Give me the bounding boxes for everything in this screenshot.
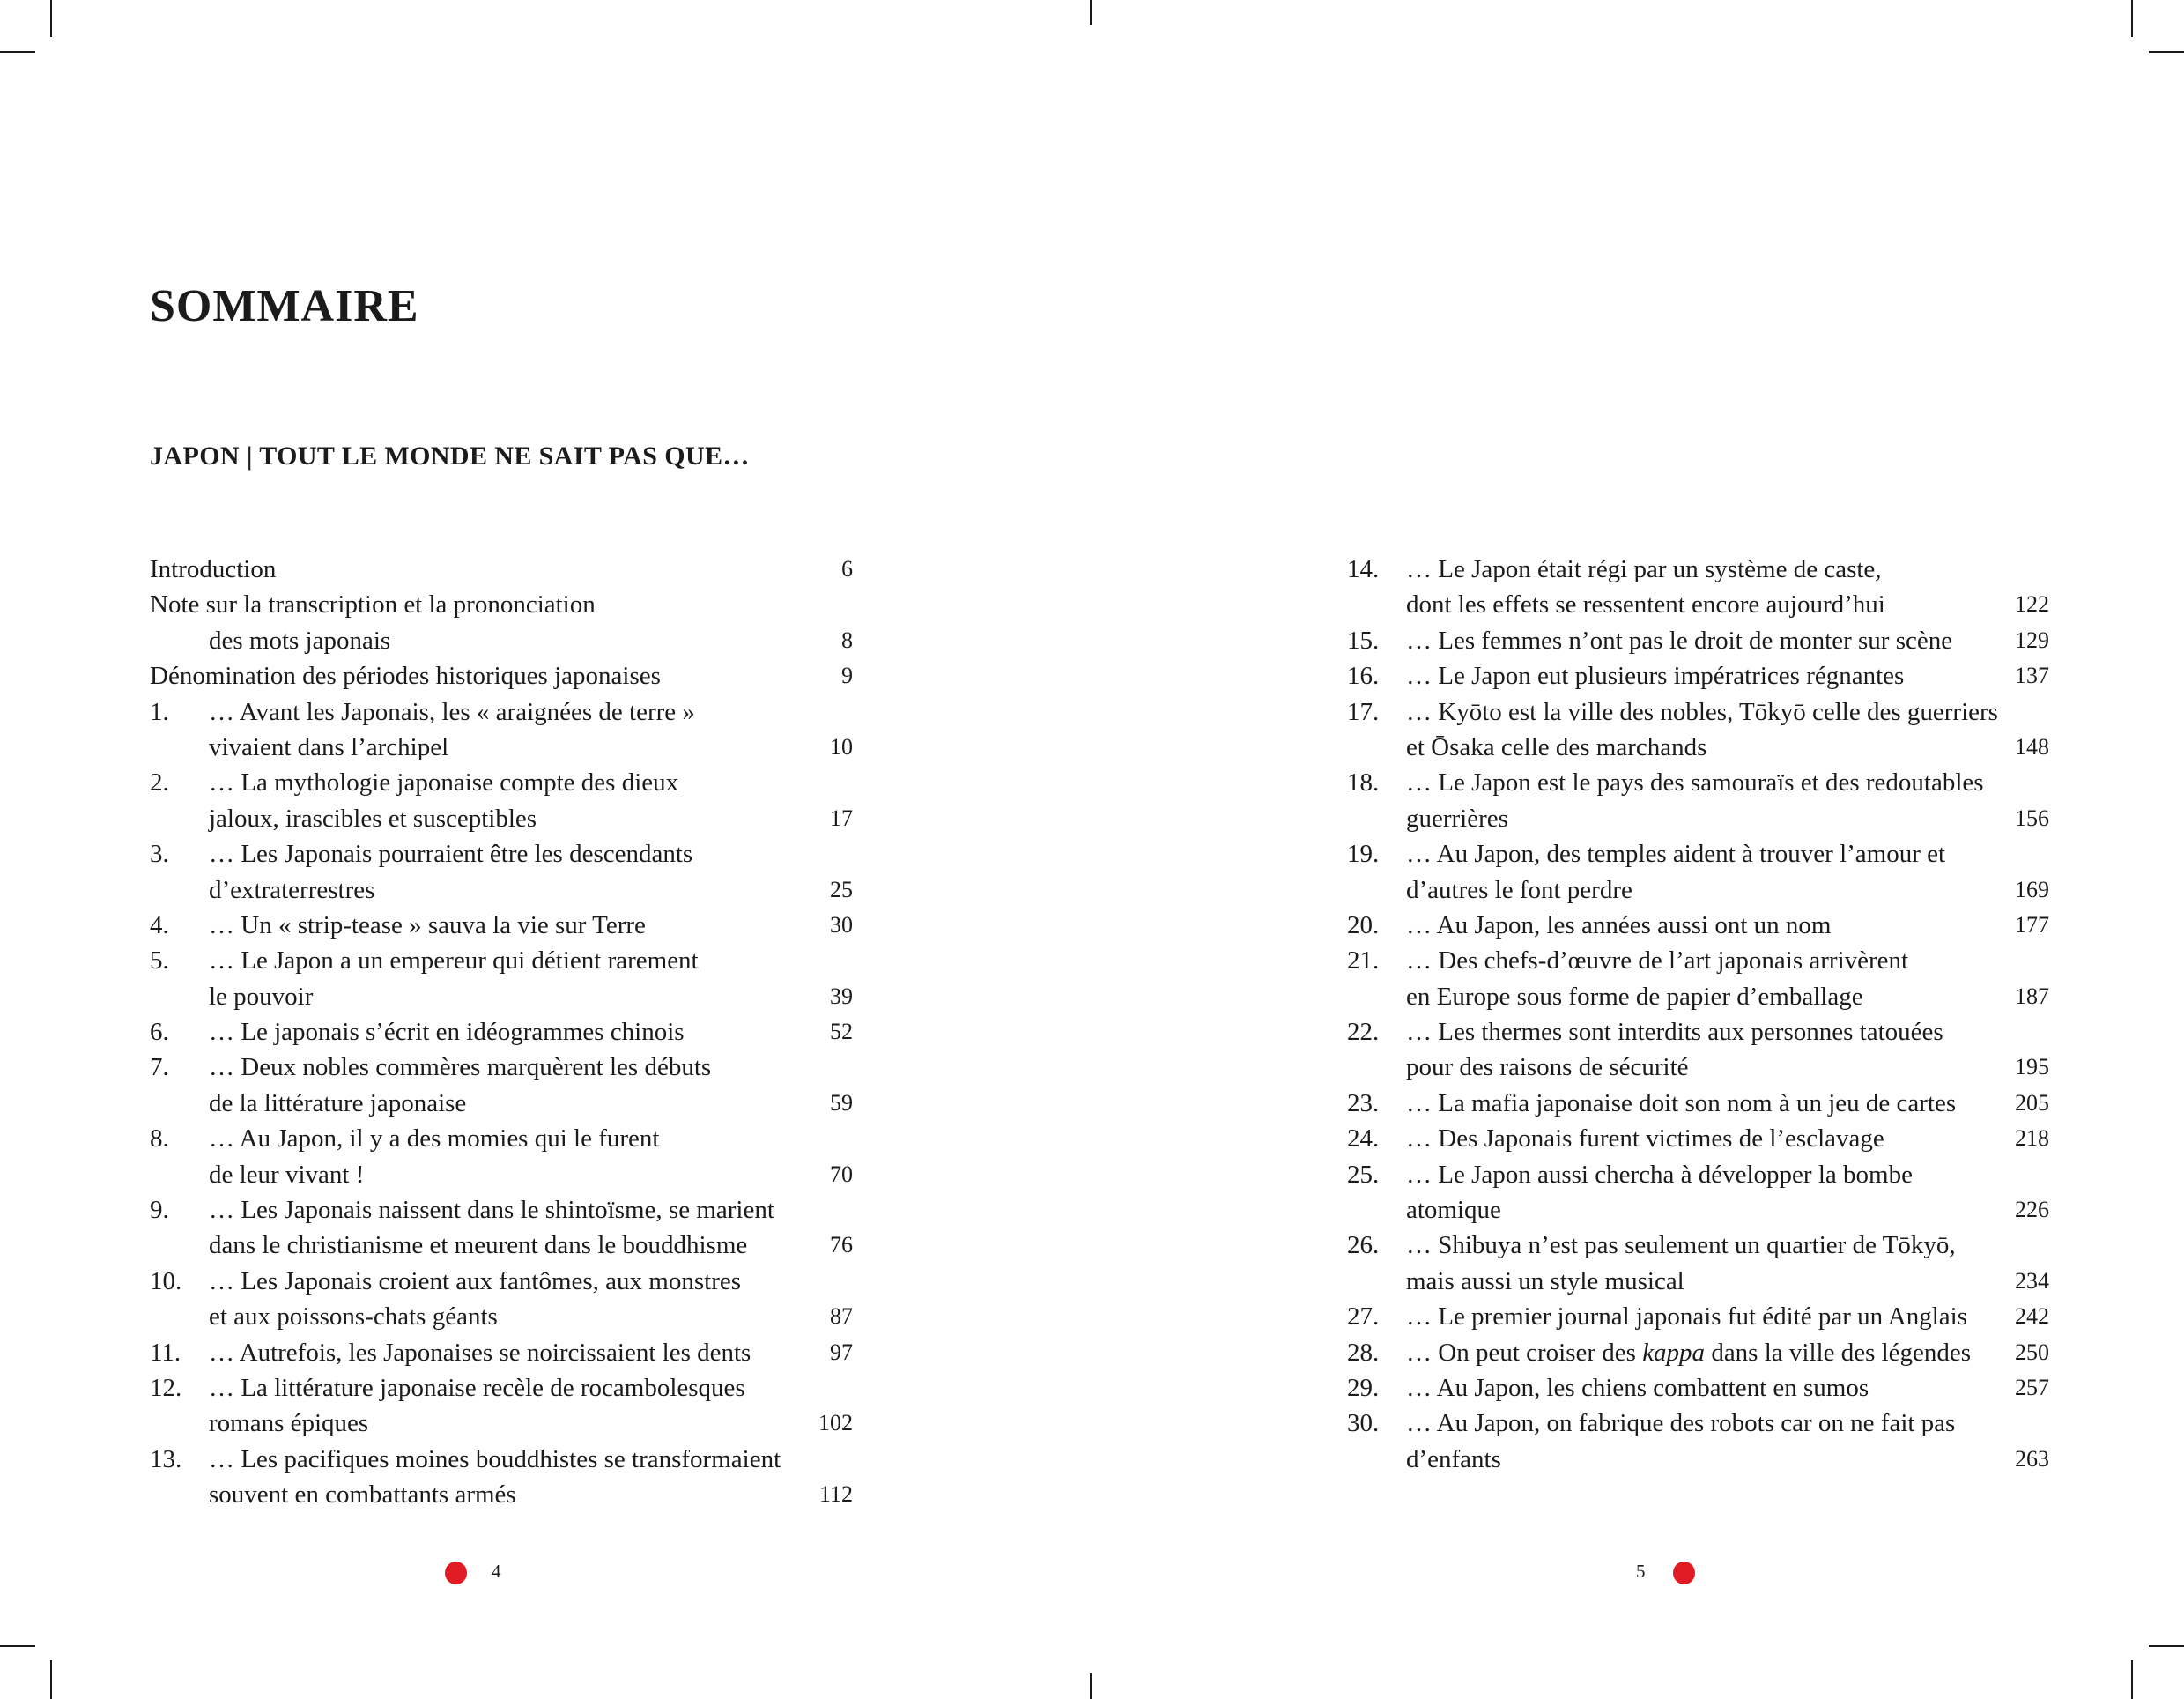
toc-entry-number: 30.: [1347, 1409, 1380, 1438]
page-title: SOMMAIRE: [150, 281, 419, 331]
toc-entry-text: … Au Japon, des temples aident à trouver l’amour et: [1406, 840, 1946, 869]
toc-entry-indent: [1347, 801, 1406, 836]
toc-entry-number: 29.: [1347, 1373, 1380, 1402]
folio-left: 4: [492, 1561, 501, 1582]
toc-entry-line: [150, 1335, 853, 1370]
toc-entry-line: [1347, 1121, 2049, 1156]
toc-entry-indent: [150, 801, 209, 836]
toc-entry-line: [1347, 730, 2049, 765]
toc-entry-indent: [150, 623, 209, 658]
toc-entry-text: … Avant les Japonais, les « araignées de terre »: [209, 697, 695, 726]
toc-entry-indent: [150, 1477, 209, 1512]
toc-entry-indent: [150, 730, 209, 765]
toc-entry-indent: [1347, 979, 1406, 1014]
toc-entry-text: Dénomination des périodes historiques japonaises: [150, 662, 661, 691]
toc-entry-page: 97: [830, 1339, 853, 1365]
toc-entry-page: 137: [2015, 663, 2049, 689]
toc-entry-indent: [1347, 1192, 1406, 1228]
toc-entry-line: [150, 1157, 853, 1192]
toc-entry-text: et Ōsaka celle des marchands: [1406, 732, 1707, 761]
toc-entry-number: 17.: [1347, 697, 1380, 726]
section-heading: JAPON | TOUT LE MONDE NE SAIT PAS QUE…: [150, 441, 750, 471]
crop-mark-bottom-left-horizontal: [0, 1645, 35, 1647]
toc-entry-text: souvent en combattants armés: [209, 1480, 516, 1510]
toc-entry-line: [150, 908, 853, 943]
toc-entry-number: 5.: [150, 946, 169, 976]
toc-entry-text: d’autres le font perdre: [1406, 875, 1632, 904]
toc-entry-line: [150, 1406, 853, 1441]
toc-entry-indent: [1347, 1050, 1406, 1085]
toc-entry-text: jaloux, irascibles et susceptibles: [209, 804, 537, 833]
toc-entry-line: [150, 1477, 853, 1512]
toc-entry-line: [1347, 765, 2049, 800]
toc-entry-text: … Autrefois, les Japonaises se noircissaient les dents: [209, 1338, 751, 1367]
toc-entry-text: de la littérature japonaise: [209, 1088, 467, 1117]
toc-entry-text: dans le christianisme et meurent dans le bouddhisme: [209, 1231, 748, 1260]
toc-entry-page: 10: [830, 733, 853, 760]
toc-entry-page: 25: [830, 876, 853, 902]
toc-entry-line: [1347, 1406, 2049, 1441]
toc-entry-text: de leur vivant !: [209, 1160, 365, 1189]
toc-entry-line: [150, 552, 853, 587]
toc-entry-page: 122: [2015, 591, 2049, 618]
toc-entry-text: Note sur la transcription et la prononciation: [150, 590, 596, 620]
toc-entry-text: pour des raisons de sécurité: [1406, 1053, 1689, 1082]
toc-entry-number: 8.: [150, 1124, 169, 1154]
toc-entry-text: … Kyōto est la ville des nobles, Tōkyō celle des guerriers: [1406, 697, 1998, 726]
toc-entry-indent: [150, 1299, 209, 1334]
toc-entry-indent: [150, 872, 209, 908]
toc-entry-line: [150, 1264, 853, 1299]
toc-entry-line: [150, 1228, 853, 1263]
toc-entry-number: 16.: [1347, 662, 1380, 691]
toc-entry-line: [1347, 1014, 2049, 1050]
toc-entry-page: 169: [2015, 876, 2049, 902]
toc-entry-text: en Europe sous forme de papier d’emballage: [1406, 982, 1863, 1011]
toc-entry-line: [150, 836, 853, 872]
toc-entry-line: [150, 1050, 853, 1085]
toc-entry-text: d’extraterrestres: [209, 875, 375, 904]
toc-entry-line: [150, 1121, 853, 1156]
toc-entry-text: … Les thermes sont interdits aux personnes tatouées: [1406, 1018, 1943, 1047]
toc-entry-page: 17: [830, 805, 853, 831]
toc-entry-number: 24.: [1347, 1124, 1380, 1154]
toc-entry-line: [150, 765, 853, 800]
toc-entry-page: 70: [830, 1161, 853, 1187]
toc-entry-page: 76: [830, 1232, 853, 1258]
crop-mark-top-left-vertical: [50, 0, 52, 37]
toc-entry-indent: [150, 1157, 209, 1192]
toc-entry-page: 242: [2015, 1303, 2049, 1330]
toc-entry-page: 187: [2015, 983, 2049, 1009]
toc-entry-number: 25.: [1347, 1160, 1380, 1189]
crop-mark-bottom-center-fold: [1090, 1673, 1092, 1699]
toc-entry-line: [1347, 552, 2049, 587]
toc-entry-page: 257: [2015, 1374, 2049, 1400]
toc-entry-line: [1347, 1264, 2049, 1299]
toc-entry-page: 156: [2015, 805, 2049, 831]
toc-entry-line: [1347, 1157, 2049, 1192]
toc-entry-line: [150, 1014, 853, 1050]
red-dot-icon: [1673, 1562, 1695, 1584]
toc-entry-page: 102: [818, 1410, 853, 1436]
red-dot-icon: [445, 1562, 467, 1584]
toc-entry-indent: [1347, 1442, 1406, 1477]
toc-entry-line: [150, 872, 853, 908]
toc-entry-page: 87: [830, 1303, 853, 1330]
toc-entry-text: … Le premier journal japonais fut édité par un Anglais: [1406, 1302, 1968, 1332]
toc-entry-indent: [150, 979, 209, 1014]
crop-mark-top-center-fold: [1090, 0, 1092, 25]
toc-entry-line: [150, 1086, 853, 1121]
toc-entry-number: 9.: [150, 1196, 169, 1225]
toc-entry-text: … Shibuya n’est pas seulement un quartier de Tōkyō,: [1406, 1231, 1956, 1260]
toc-entry-indent: [1347, 1264, 1406, 1299]
toc-entry-indent: [1347, 587, 1406, 622]
toc-entry-line: [1347, 979, 2049, 1014]
toc-entry-line: [1347, 1442, 2049, 1477]
toc-entry-number: 2.: [150, 768, 169, 798]
toc-entry-page: 30: [830, 911, 853, 938]
toc-entry-text: … La littérature japonaise recèle de rocambolesques: [209, 1373, 745, 1402]
toc-entry-number: 1.: [150, 697, 169, 726]
toc-entry-text: … Des chefs-d’œuvre de l’art japonais arrivèrent: [1406, 946, 1909, 976]
toc-entry-line: [1347, 1370, 2049, 1406]
toc-entry-text: … Au Japon, les années aussi ont un nom: [1406, 910, 1832, 939]
toc-entry-line: [150, 623, 853, 658]
toc-entry-line: [150, 943, 853, 978]
folio-right: 5: [1636, 1561, 1646, 1582]
toc-entry-page: 9: [841, 663, 853, 689]
toc-entry-page: 177: [2015, 911, 2049, 938]
toc-entry-page: 195: [2015, 1054, 2049, 1080]
toc-entry-line: [150, 1299, 853, 1334]
toc-entry-number: 18.: [1347, 768, 1380, 798]
toc-entry-line: [150, 801, 853, 836]
toc-entry-text: … Des Japonais furent victimes de l’esclavage: [1406, 1124, 1884, 1154]
toc-list-right: [1347, 552, 2049, 1477]
toc-entry-text: … Les femmes n’ont pas le droit de monter sur scène: [1406, 626, 1953, 655]
toc-entry-line: [150, 979, 853, 1014]
toc-entry-text: atomique: [1406, 1196, 1501, 1225]
toc-entry-text: d’enfants: [1406, 1444, 1501, 1473]
toc-entry-line: [1347, 623, 2049, 658]
toc-entry-line: [150, 587, 853, 622]
toc-entry-page: 8: [841, 627, 853, 653]
toc-entry-page: 148: [2015, 733, 2049, 760]
toc-entry-number: 28.: [1347, 1338, 1380, 1367]
toc-entry-line: [150, 694, 853, 730]
toc-entry-number: 23.: [1347, 1088, 1380, 1117]
toc-entry-number: 27.: [1347, 1302, 1380, 1332]
toc-entry-number: 11.: [150, 1338, 181, 1367]
toc-entry-text: … Les pacifiques moines bouddhistes se transformaient: [209, 1444, 781, 1473]
toc-entry-text: Introduction: [150, 555, 277, 583]
toc-entry-line: [1347, 872, 2049, 908]
toc-entry-line: [1347, 908, 2049, 943]
toc-entry-line: [1347, 1192, 2049, 1228]
toc-entry-page: 112: [818, 1481, 853, 1508]
toc-entry-text: mais aussi un style musical: [1406, 1266, 1684, 1295]
toc-entry-text: le pouvoir: [209, 982, 314, 1011]
toc-entry-text: vivaient dans l’archipel: [209, 732, 449, 761]
toc-entry-indent: [150, 1406, 209, 1441]
toc-entry-text: … Le Japon a un empereur qui détient rarement: [209, 946, 699, 976]
toc-entry-number: 12.: [150, 1373, 182, 1402]
toc-entry-page: 250: [2015, 1339, 2049, 1365]
toc-entry-text: … On peut croiser des kappa dans la ville des légendes: [1406, 1338, 1972, 1367]
toc-entry-line: [150, 658, 853, 694]
toc-entry-text: et aux poissons-chats géants: [209, 1302, 498, 1332]
toc-entry-indent: [1347, 730, 1406, 765]
toc-entry-text: … Les Japonais naissent dans le shintoïsme, se marient: [209, 1196, 774, 1225]
crop-mark-top-left-horizontal: [0, 51, 35, 53]
toc-entry-page: 205: [2015, 1089, 2049, 1116]
toc-entry-line: [1347, 587, 2049, 622]
toc-entry-number: 21.: [1347, 946, 1380, 976]
toc-entry-text: … Le Japon était régi par un système de caste,: [1406, 555, 1882, 583]
toc-entry-text: des mots japonais: [209, 626, 391, 655]
toc-entry-line: [150, 730, 853, 765]
toc-entry-text: … Au Japon, il y a des momies qui le furent: [209, 1124, 660, 1154]
toc-entry-number: 15.: [1347, 626, 1380, 655]
toc-entry-number: 14.: [1347, 555, 1380, 583]
toc-entry-page: 39: [830, 983, 853, 1009]
toc-entry-number: 4.: [150, 910, 169, 939]
toc-entry-line: [1347, 1086, 2049, 1121]
toc-entry-indent: [150, 1228, 209, 1263]
toc-entry-text: … Le Japon est le pays des samouraïs et des redoutables: [1406, 768, 1984, 798]
toc-entry-line: [150, 1442, 853, 1477]
toc-entry-page: 226: [2015, 1197, 2049, 1223]
toc-entry-line: [1347, 943, 2049, 978]
crop-mark-top-right-horizontal: [2149, 51, 2184, 53]
toc-entry-text: … Au Japon, les chiens combattent en sumos: [1406, 1373, 1869, 1402]
toc-entry-text: romans épiques: [209, 1409, 369, 1438]
toc-entry-text: … La mythologie japonaise compte des dieux: [209, 768, 679, 798]
toc-entry-line: [1347, 1299, 2049, 1334]
toc-entry-number: 10.: [150, 1266, 182, 1295]
toc-entry-text: … Deux nobles commères marquèrent les débuts: [209, 1053, 712, 1082]
toc-entry-page: 263: [2015, 1445, 2049, 1472]
toc-entry-line: [1347, 1335, 2049, 1370]
toc-entry-number: 6.: [150, 1018, 169, 1047]
toc-entry-line: [1347, 658, 2049, 694]
toc-entry-number: 13.: [150, 1444, 182, 1473]
toc-entry-text: … Les Japonais pourraient être les descendants: [209, 840, 693, 869]
toc-entry-page: 234: [2015, 1267, 2049, 1294]
toc-entry-line: [150, 1192, 853, 1228]
toc-entry-page: 218: [2015, 1125, 2049, 1152]
toc-entry-line: [1347, 1050, 2049, 1085]
toc-entry-text: … Au Japon, on fabrique des robots car on ne fait pas: [1406, 1409, 1956, 1438]
toc-entry-text: guerrières: [1406, 804, 1508, 833]
crop-mark-bottom-left-vertical: [50, 1660, 52, 1699]
toc-entry-text: … Le Japon eut plusieurs impératrices régnantes: [1406, 662, 1905, 691]
toc-entry-page: 6: [841, 556, 853, 582]
toc-entry-page: 129: [2015, 627, 2049, 653]
toc-entry-line: [1347, 1228, 2049, 1263]
toc-entry-line: [1347, 836, 2049, 872]
toc-entry-number: 19.: [1347, 840, 1380, 869]
toc-entry-text: dont les effets se ressentent encore aujourd’hui: [1406, 590, 1885, 620]
crop-mark-bottom-right-vertical: [2131, 1660, 2133, 1699]
crop-mark-top-right-vertical: [2131, 0, 2133, 37]
toc-entry-text: … La mafia japonaise doit son nom à un jeu de cartes: [1406, 1088, 1957, 1117]
toc-entry-text: … Un « strip-tease » sauva la vie sur Terre: [209, 910, 646, 939]
toc-entry-line: [1347, 694, 2049, 730]
toc-entry-number: 20.: [1347, 910, 1380, 939]
toc-entry-page: 59: [830, 1089, 853, 1116]
toc-entry-text: … Le Japon aussi chercha à développer la bombe: [1406, 1160, 1913, 1189]
toc-entry-number: 7.: [150, 1053, 169, 1082]
toc-list-left: [150, 552, 853, 1513]
toc-entry-text: … Les Japonais croient aux fantômes, aux monstres: [209, 1266, 742, 1295]
toc-entry-line: [1347, 801, 2049, 836]
toc-entry-number: 3.: [150, 840, 169, 869]
toc-entry-number: 22.: [1347, 1018, 1380, 1047]
toc-entry-indent: [150, 1086, 209, 1121]
toc-entry-indent: [1347, 872, 1406, 908]
crop-mark-bottom-right-horizontal: [2149, 1645, 2184, 1647]
toc-entry-text: … Le japonais s’écrit en idéogrammes chinois: [209, 1018, 685, 1047]
toc-entry-page: 52: [830, 1019, 853, 1045]
toc-entry-number: 26.: [1347, 1231, 1380, 1260]
toc-entry-line: [150, 1370, 853, 1406]
